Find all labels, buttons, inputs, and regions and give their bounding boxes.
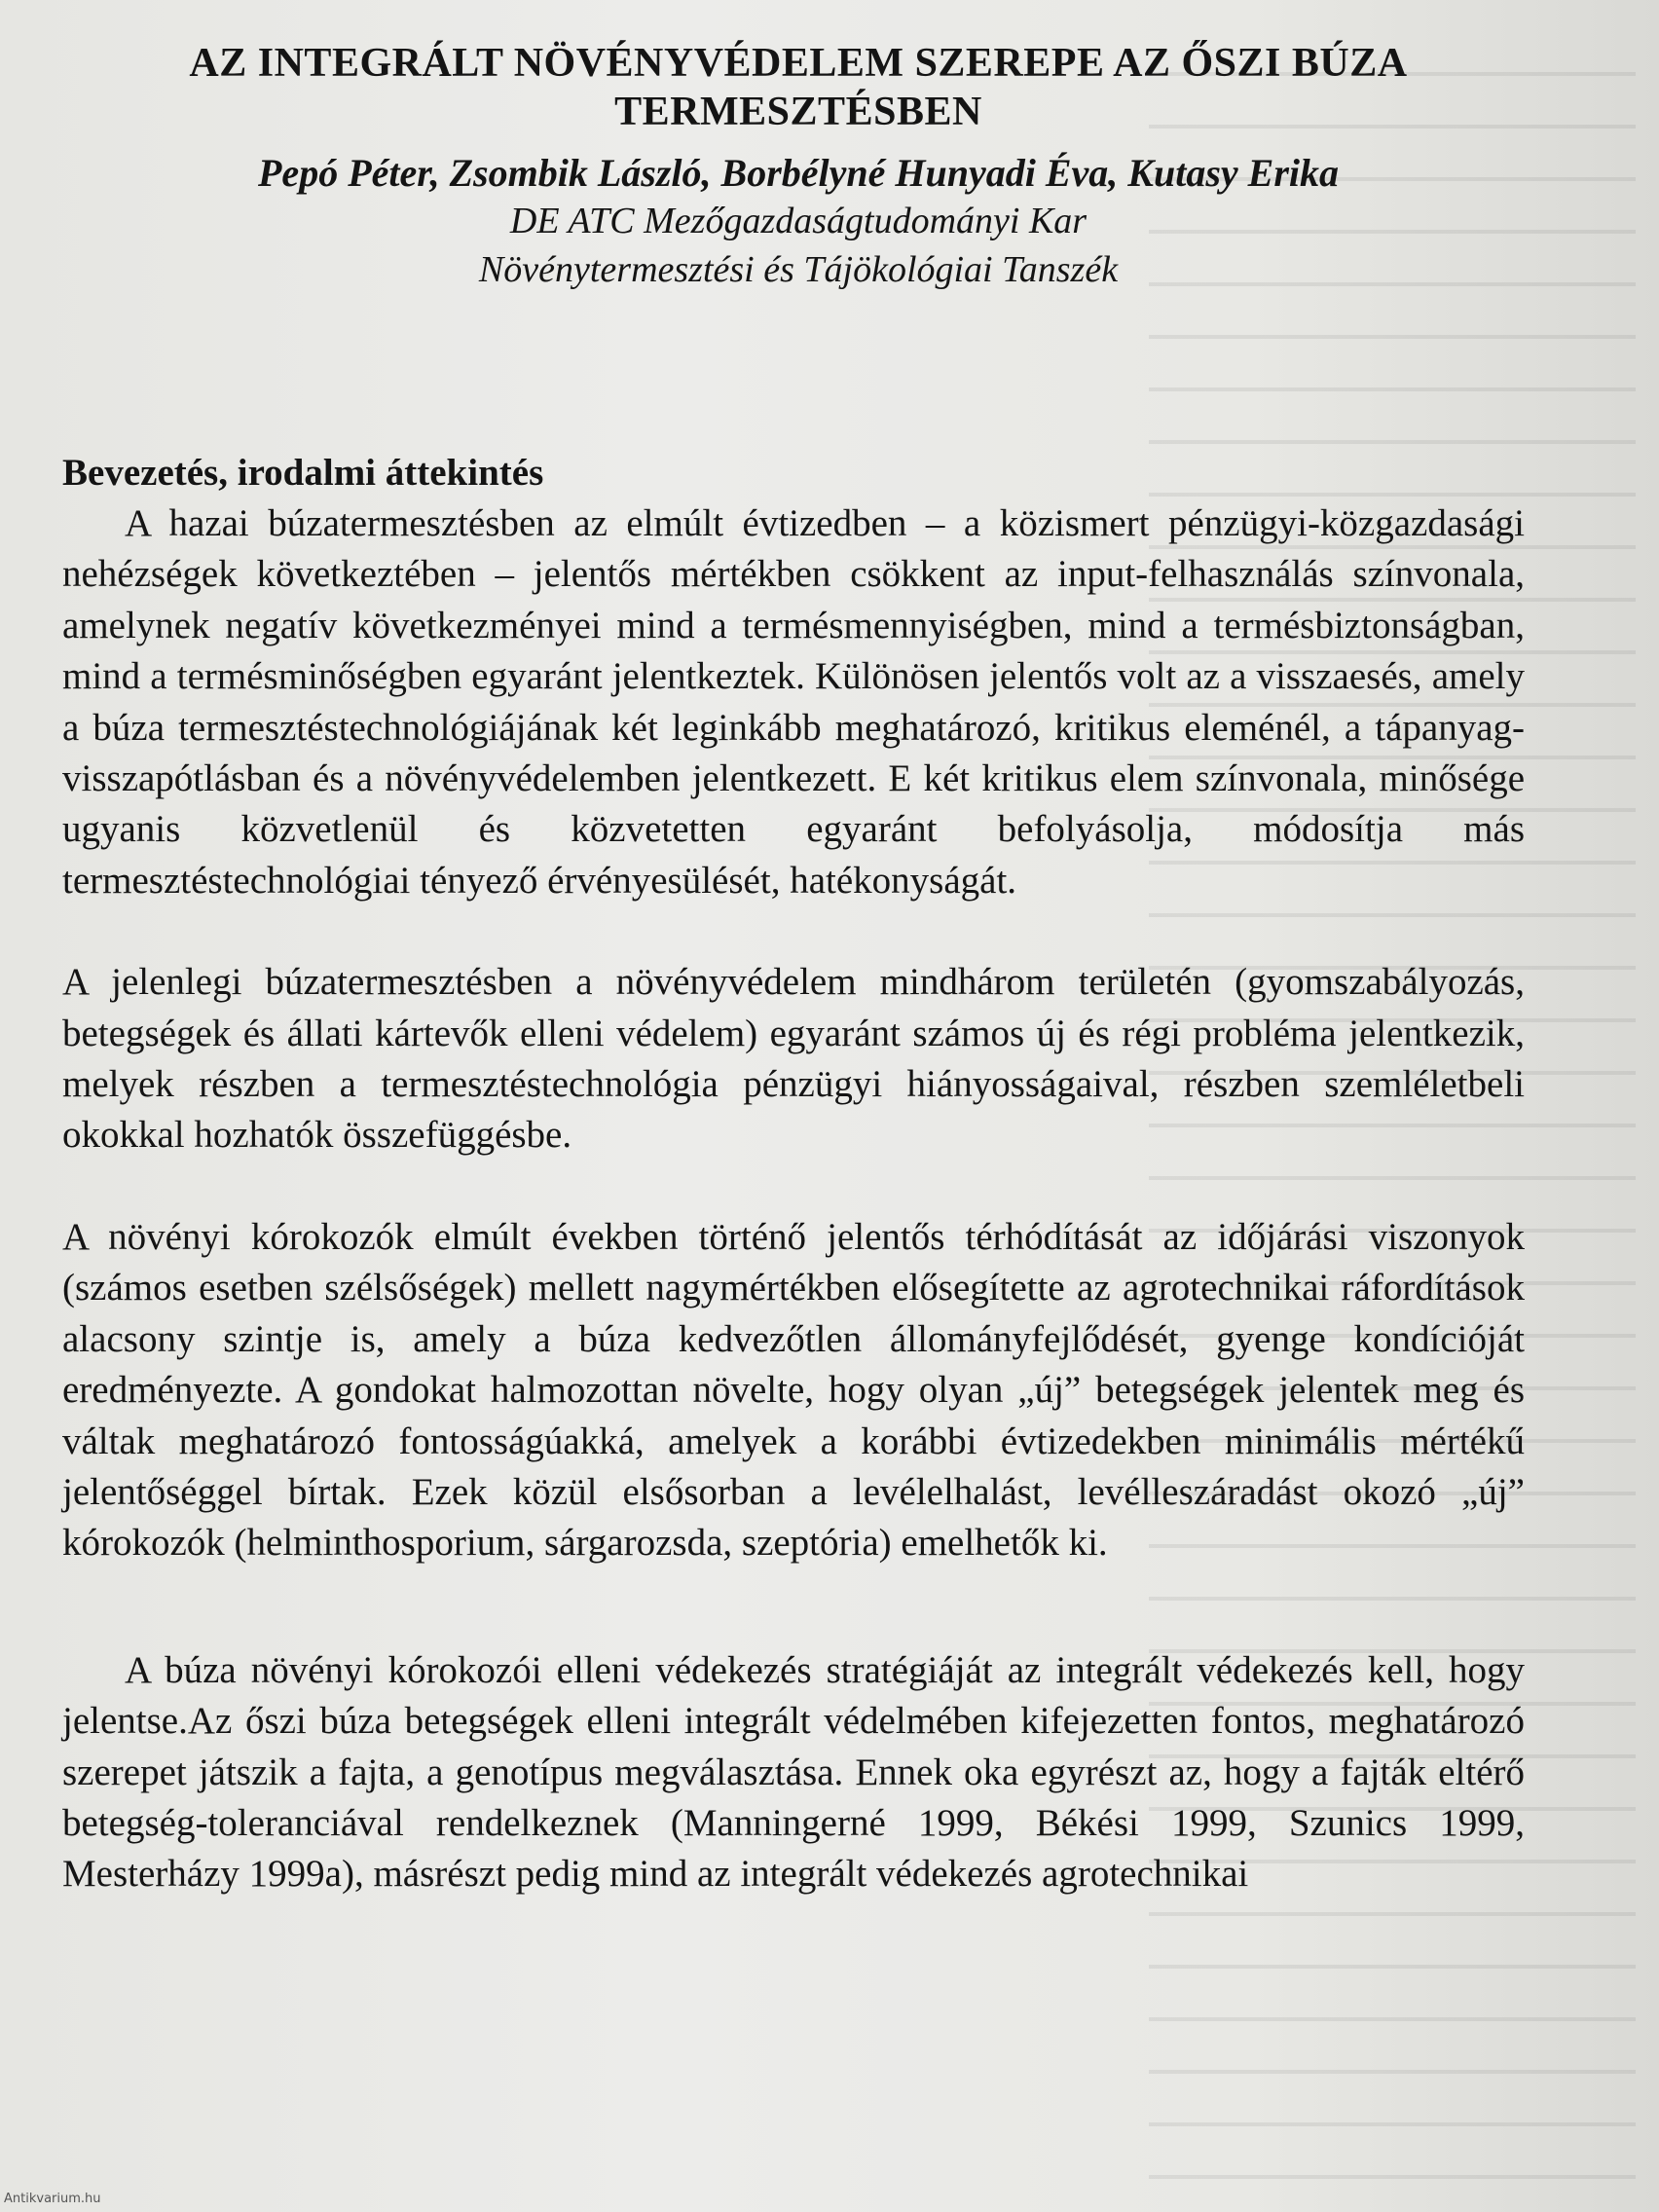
paragraph-3: A növényi kórokozók elmúlt években történő jelentős térhódítását az időjárási viszonyok (számos esetben szélsőségek) mellett nagymértékben elősegítette az agrotechnikai ráfordítások alacsony szintje is, amely a búza kedvezőtlen állományfejlődését, gyenge kondícióját eredményezte. A gondokat halmozottan növelte, hogy olyan „új” betegségek jelentek meg és váltak meghatározó fontosságúakká, amelyek a korábbi évtizedekben minimális mértékű jelentőséggel bírtak. Ezek közül elsősorban a levélelhalást, levélleszáradást okozó „új” kórokozók (helminthosporium, sárgarozsda, szeptória) emelhetők ki. (62, 1215, 1525, 1565)
document-header (58, 39, 1538, 294)
watermark-text: Antikvarium.hu (4, 2192, 101, 2206)
paragraph-4: A búza növényi kórokozói elleni védekezés stratégiáját az integrált védekezés kell, hogy jelentse.Az őszi búza betegségek elleni integrált védelmében kifejezetten fontos, meghatározó szerepet játszik a fajta, a genotípus megválasztása. Ennek oka egyrészt az, hogy a fajták eltérő betegség-toleranciával rendelkeznek (Manningerné 1999, Békési 1999, Szunics 1999, Mesterházy 1999a), másrészt pedig mind az integrált védekezés agrotechnikai (62, 1648, 1525, 1896)
author-list: Pepó Péter, Zsombik László, Borbélyné Hunyadi Éva, Kutasy Erika (258, 151, 1339, 195)
section-heading: Bevezetés, irodalmi áttekintés (62, 452, 544, 494)
affiliation-faculty: DE ATC Mezőgazdaságtudományi Kar (509, 201, 1088, 241)
paragraph-1: A hazai búzatermesztésben az elmúlt évtizedben – a közismert pénzügyi-közgazdasági nehézségek következtében – jelentős mértékben csökkent az input-felhasználás színvonala, amelynek negatív következményei mind a termésmennyiségben, mind a termésbiztonságban, mind a termésminőségben egyaránt jelentkeztek. Különösen jelentős volt az a visszaesés, amely a búza termesztéstechnológiájának két leginkább meghatározó, kritikus eleménél, a tápanyag-visszapótlásban és a növényvédelemben jelentkezett. E két kritikus elem színvonala, minősége ugyanis közvetlenül és közvetetten egyaránt befolyásolja, módosítja más termesztéstechnológiai tényező érvényesülését, hatékonyságát. (62, 502, 1525, 902)
paragraph-2: A jelenlegi búzatermesztésben a növényvédelem mindhárom területén (gyomszabályozás, betegségek és állati kártevők elleni védelem) egyaránt számos új és régi probléma jelentkezik, melyek részben a termesztéstechnológia pénzügyi hiányosságaival, részben szemléletbeli okokkal hozhatók összefüggésbe. (62, 961, 1525, 1157)
document-title: AZ INTEGRÁLT NÖVÉNYVÉDELEM SZEREPE AZ ŐSZI BÚZA TERMESZTÉSBEN (189, 41, 1408, 134)
document-body (62, 448, 1525, 1900)
affiliation-department: Növénytermesztési és Tájökológiai Tanszék (478, 249, 1119, 290)
